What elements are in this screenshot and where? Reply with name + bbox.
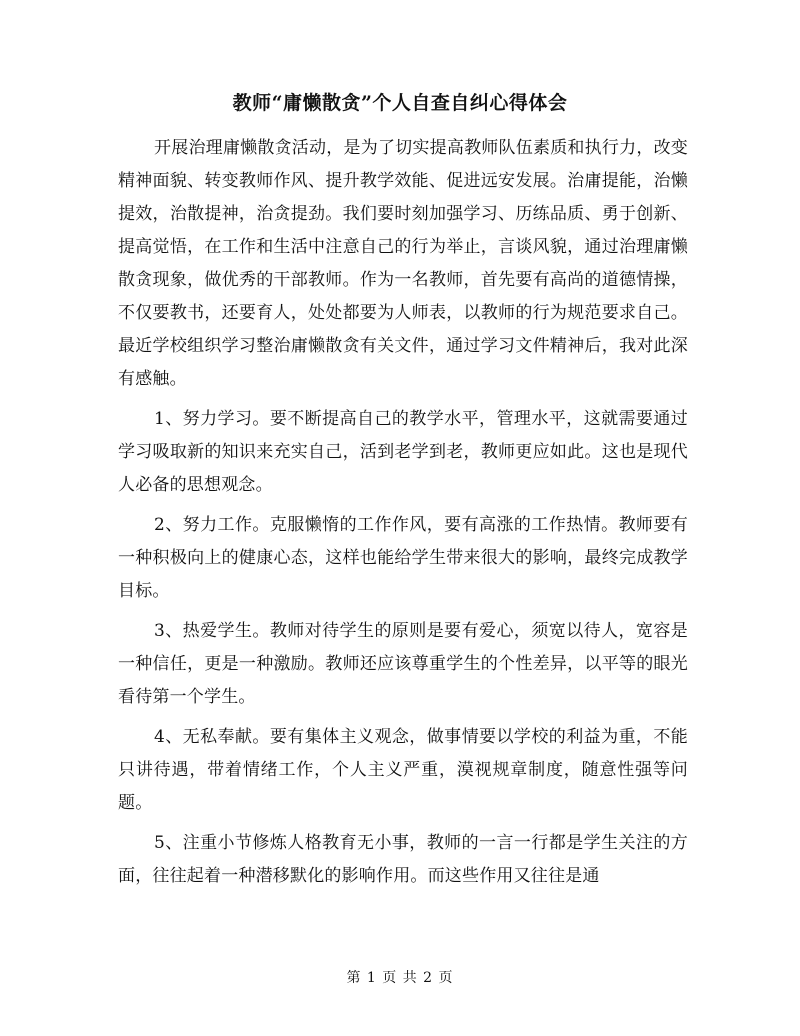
- paragraph-item-1: 1、努力学习。要不断提高自己的教学水平，管理水平，这就需要通过学习吸取新的知识来充实自己，活到老学到老，教师更应如此。这也是现代人必备的思想观念。: [118, 409, 688, 495]
- paragraph-intro: 开展治理庸懒散贪活动，是为了切实提高教师队伍素质和执行力，改变精神面貌、转变教师作风、提升教学效能、促进远安发展。治庸提能，治懒提效，治散提神，治贪提劲。我们要时刻加强学习、历练品质、勇于创新、提高觉悟，在工作和生活中注意自己的行为举止，言谈风貌，通过治理庸懒散贪现象，做优秀的干部教师。作为一名教师，首先要有高尚的道德情操，不仅要教书，还要育人，处处都要为人师表，以教师的行为规范要求自己。最近学校组织学习整治庸懒散贪有关文件，通过学习文件精神后，我对此深有感触。: [118, 138, 688, 389]
- paragraph-item-4: 4、无私奉献。要有集体主义观念，做事情要以学校的利益为重，不能只讲待遇，带着情绪工作，个人主义严重，漠视规章制度，随意性强等问题。: [118, 727, 688, 813]
- document-title: 教师“庸懒散贪”个人自查自纠心得体会: [232, 92, 568, 114]
- paragraph-item-5: 5、注重小节修炼人格教育无小事，教师的一言一行都是学生关注的方面，往往起着一种潜移默化的影响作用。而这些作用又往往是通: [118, 833, 688, 886]
- paragraph-item-2: 2、努力工作。克服懒惰的工作作风，要有高涨的工作热情。教师要有一种积极向上的健康心态，这样也能给学生带来很大的影响，最终完成教学目标。: [118, 515, 688, 601]
- document-body: [118, 132, 688, 900]
- paragraph-item-3: 3、热爱学生。教师对待学生的原则是要有爱心，须宽以待人，宽容是一种信任，更是一种激励。教师还应该尊重学生的个性差异，以平等的眼光看待第一个学生。: [118, 621, 688, 707]
- page-number-footer: 第 1 页 共 2 页: [346, 970, 454, 986]
